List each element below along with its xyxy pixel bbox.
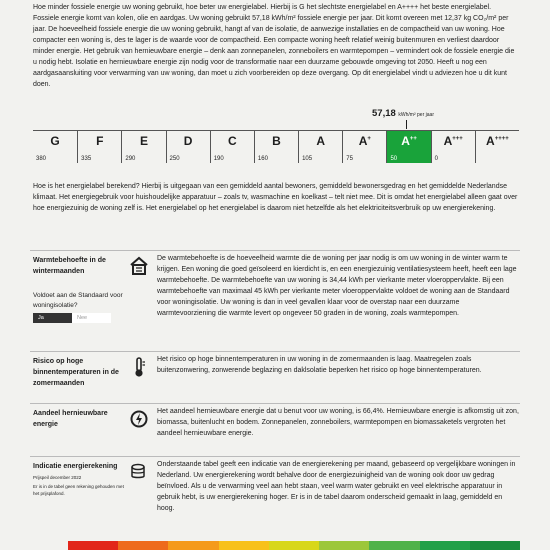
section-energy-bill bbox=[30, 456, 520, 539]
current-value-marker bbox=[406, 120, 407, 129]
thermometer-icon bbox=[129, 356, 149, 378]
scale-cell-2 bbox=[121, 131, 165, 163]
scale-cell-7 bbox=[342, 131, 386, 163]
scale-label: F bbox=[96, 134, 104, 148]
section-renewable bbox=[30, 403, 520, 452]
euro-coins-icon bbox=[129, 461, 149, 483]
scale-threshold: 160 bbox=[257, 156, 268, 162]
renewable-energy-icon bbox=[129, 408, 149, 430]
scale-label-sup: ++++ bbox=[494, 136, 509, 142]
scale-cell-9 bbox=[431, 131, 475, 163]
color-bar-segment bbox=[168, 541, 218, 550]
section-text: Onderstaande tabel geeft een indicatie van de energierekening per maand, gebaseerd op vergelijkbare woningen in Nederland. Uw energierekening wordt behalve door de energiezuinigheid van de woning ook door uw gedrag beïnvloed. Als u de verwarming veel aan hebt staan, veel warm water gebruikt en veel elektrische apparatuur in gebruik hebt, is uw energierekening hoger. Er is in de tabel daarom onderscheid gemaakt in laag, gemiddeld en hoog. bbox=[157, 461, 516, 512]
section-overheating bbox=[30, 351, 520, 402]
scale-label: E bbox=[139, 134, 148, 148]
scale-threshold: 50 bbox=[390, 156, 398, 162]
section-text: De warmtebehoefte is de hoeveelheid warmte die de woning per jaar nodig is om uw woning in de winter warm te krijgen. Een woning die goed geïsoleerd en kierdicht is, en een energiezuinig ventilatiesysteem heeft, heeft een lage warmtebehoefte. De warmtebehoefte van uw woning is 34,44 kWh per vierkante meter vloeroppervlakte. Bij een warmtebehoefte van maximaal 45 kWh per vierkante meter vloeroppervlakte voldoet de woning aan de Standaard voor woningisolatie. Uw woning is dan in veel gevallen klaar voor de overstap naar een duurzame warmtevoorziening die warmte levert op ongeveer 50 graden in de woning, zoals warmtepompen. bbox=[157, 255, 517, 317]
scale-label-sup: +++ bbox=[452, 136, 463, 142]
scale-cell-0 bbox=[33, 131, 77, 163]
scale-cell-3 bbox=[166, 131, 210, 163]
scale-label: A++ bbox=[401, 134, 417, 148]
insulation-question: Voldoet aan de Standaard voor woningisolatie? bbox=[33, 292, 123, 309]
energy-label-scale bbox=[33, 130, 519, 164]
color-bar-segment bbox=[219, 541, 269, 550]
scale-cell-4 bbox=[210, 131, 254, 163]
house-heat-icon bbox=[129, 255, 149, 277]
scale-threshold: 250 bbox=[169, 156, 180, 162]
scale-label: A+ bbox=[358, 134, 371, 148]
scale-threshold: 335 bbox=[81, 156, 92, 162]
scale-label: A bbox=[316, 134, 325, 148]
current-energy-value bbox=[372, 108, 434, 119]
color-bar-segment bbox=[269, 541, 319, 550]
scale-threshold: 75 bbox=[346, 156, 353, 162]
scale-label-sup: + bbox=[367, 136, 371, 142]
price-cap-note: Er is in de tabel geen rekening gehouden met het prijsplafond. bbox=[33, 484, 124, 496]
current-unit: kWh/m² per jaar bbox=[398, 112, 434, 118]
section-title: Risico op hoge binnentemperaturen in de zomermaanden bbox=[33, 358, 119, 387]
insulation-toggle bbox=[33, 313, 111, 323]
scale-label: A+++ bbox=[443, 134, 463, 148]
color-bar-segment bbox=[68, 541, 118, 550]
scale-threshold: 290 bbox=[125, 156, 136, 162]
scale-label: D bbox=[183, 134, 193, 148]
scale-cell-6 bbox=[298, 131, 342, 163]
scale-label: A++++ bbox=[486, 134, 509, 148]
scale-label: G bbox=[50, 134, 60, 148]
scale-threshold: 105 bbox=[302, 156, 313, 162]
section-title: Warmtebehoefte in de wintermaanden bbox=[33, 257, 106, 275]
section-title: Indicatie energierekening bbox=[33, 463, 118, 470]
scale-threshold: 380 bbox=[36, 156, 47, 162]
scale-label-sup: ++ bbox=[409, 136, 417, 142]
scale-cell-10 bbox=[475, 131, 519, 163]
color-bar-segment bbox=[420, 541, 470, 550]
intro-paragraph: Hoe minder fossiele energie uw woning gebruikt, hoe beter uw energielabel. Hierbij is G het slechtste energielabel en A++++ het beste energielabel. Fossiele energie komt van kolen, olie en aardgas. Uw woning gebruikt 57,18 kWh/m² fossiele energie per jaar. Dit komt overeen met 12,37 kg CO₂/m² per jaar. De hoeveelheid fossiele energie die uw woning gebruikt, hangt af van de isolatie, de aanwezige installaties en de compactheid van uw woning. Hoe compacter een woning is, des te lager is de waarde voor de compactheid. Een compacte woning heeft relatief weinig buitenmuren en verliest daardoor minder energie. Het gebruik van hernieuwbare energie – denk aan zonnepanelen, zonneboilers en warmtepompen – vermindert ook de fossiele energie die u nodig hebt. Isolatie en hernieuwbare energie zijn nodig voor de transformatie naar een duurzame gebouwde omgeving tot 2050. Heeft u nog een aardgasaansluiting voor verwarming van uw woning, dan moet u zich voorbereiden op deze overgang. Op dit energielabel vindt u adviezen hoe u dit kunt doen. bbox=[33, 4, 515, 88]
price-level-note: Prijspeil december 2022 bbox=[33, 475, 82, 480]
section-text: Het risico op hoge binnentemperaturen in uw woning in de zomermaanden is laag. Maatregelen zoals buitenzonwering, zonwerende beglazing en daklsolatie beperken het risico op hoge binnentemperaturen. bbox=[157, 356, 482, 374]
section-text: Het aandeel hernieuwbare energie dat u benut voor uw woning, is 66,4%. Hernieuwbare energie is afkomstig uit zon, biomassa, buitenlucht en bodem. Zonnepanelen, zonneboilers, warmtepompen en biomassaketels vergroten het aandeel hernieuwbare energie. bbox=[157, 408, 519, 437]
scale-threshold: 0 bbox=[434, 156, 438, 162]
toggle-no: Nee bbox=[72, 313, 111, 323]
scale-cell-1 bbox=[77, 131, 121, 163]
section-heat-demand bbox=[30, 250, 520, 349]
scale-cell-8 bbox=[386, 131, 430, 163]
toggle-yes: Ja bbox=[33, 313, 72, 323]
section-title: Aandeel hernieuwbare energie bbox=[33, 410, 108, 428]
color-bar-segment bbox=[319, 541, 369, 550]
scale-label: B bbox=[272, 134, 281, 148]
color-bar-segment bbox=[369, 541, 419, 550]
scale-cell-5 bbox=[254, 131, 298, 163]
current-value: 57,18 bbox=[372, 108, 396, 119]
scale-threshold: 190 bbox=[213, 156, 224, 162]
energy-bill-color-bar bbox=[68, 541, 520, 550]
scale-label: C bbox=[227, 134, 237, 148]
color-bar-segment bbox=[118, 541, 168, 550]
calculation-paragraph: Hoe is het energielabel berekend? Hierbij is uitgegaan van een gemiddeld aantal bewoners, gemiddeld bewonersgedrag en het gemiddelde Nederlandse klimaat. Het energiegebruik voor huishoudelijke apparatuur – zoals tv, wasmachine en koelkast – telt niet mee. Dit is omdat het energielabel alleen gaat over hoe energiezuinig de woning zelf is. Het energielabel op het energielabel is daarom niet hetzelfde als het elektriciteitsverbruik op uw energierekening. bbox=[33, 183, 518, 212]
color-bar-segment bbox=[470, 541, 520, 550]
